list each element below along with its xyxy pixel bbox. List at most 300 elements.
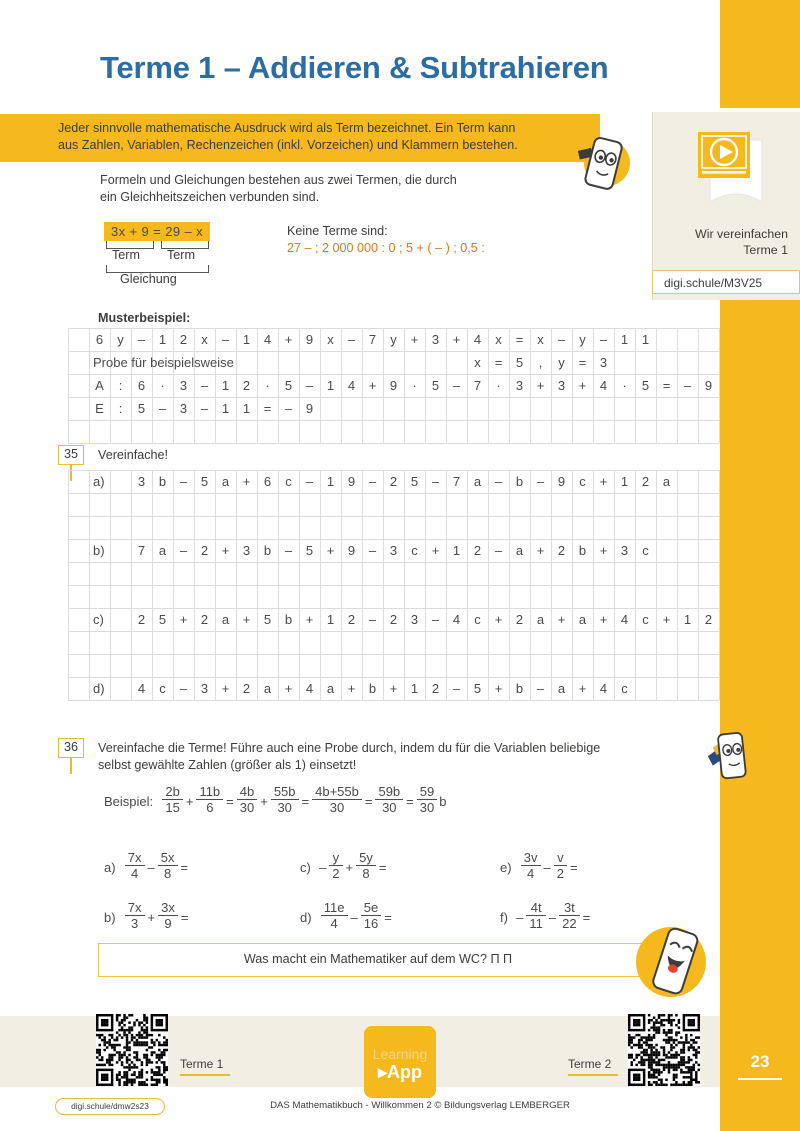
grid-cell: y [390,332,397,347]
grid-cell: 2 [200,612,209,627]
musterbeispiel-grid [68,328,719,443]
grid-cell: 5 [158,612,167,627]
grid-text: Probe für beispielsweise [93,355,234,370]
item-label: e) [500,859,519,875]
intro-band-line1: Jeder sinnvolle mathematische Ausdruck wird als Term bezeichnet. Ein Term kann [58,121,516,135]
phone-mascot-top [566,128,630,194]
grid-cell: – [368,543,377,558]
grid-cell: 1 [452,543,461,558]
grid-cell: – [452,378,461,393]
math-operator: = [226,793,234,809]
grid-cell: · [496,378,501,393]
grid-cell: + [599,474,608,489]
grid-cell: + [578,681,587,696]
grid-cell: – [347,332,356,347]
grid-cell: b [368,681,377,696]
fraction [321,901,348,931]
grid-cell: c [159,681,166,696]
math-operator: = [582,909,591,925]
fraction-denominator: 30 [237,799,257,815]
grid-cell: + [326,543,335,558]
grid-cell: 1 [326,612,335,627]
video-page-icon [690,124,768,212]
grid-cell: – [305,474,314,489]
fraction-numerator: 4b [239,784,255,799]
grid-cell: 5 [305,543,314,558]
exercise-36-instruction-line1: Vereinfache die Terme! Führe auch eine Probe durch, indem du für die Variablen beliebige [98,741,601,755]
right-rail-bottom [720,1016,800,1131]
grid-cell: – [452,681,461,696]
grid-cell: = [662,378,671,393]
footer-copyright: DAS Mathematikbuch - Willkommen 2 © Bildungsverlag LEMBERGER [270,1100,570,1111]
fraction-denominator: 30 [417,799,437,815]
grid-cell: c [642,612,649,627]
joke-text: Was macht ein Mathematiker auf dem WC? Π Π [243,952,513,966]
exercise-36-item [300,902,393,932]
grid-cell: – [284,401,293,416]
fraction-denominator: 11 [526,915,546,931]
fraction [162,785,182,815]
exercise-35-instruction: Vereinfache! [98,448,169,462]
fraction-numerator: 11b [199,784,221,799]
grid-cell: 5 [137,401,146,416]
grid-cell: 5 [473,681,482,696]
grid-cell: – [536,681,545,696]
item-label: c) [300,859,319,875]
grid-cell: b [515,681,524,696]
video-title-line2: Terme 1 [743,243,788,257]
grid-cell: x [474,355,481,370]
fraction [125,851,145,881]
grid-cell: + [368,378,377,393]
grid-cell: 4 [599,681,608,696]
label-term-left: Term [112,248,140,262]
intro-paragraph-line1: Formeln und Gleichungen bestehen aus zwei Termen, die durch [100,173,457,187]
item-label: f) [500,909,516,925]
grid-cell: b [578,543,587,558]
grid-cell: 3 [179,401,188,416]
fraction-numerator: 11e [323,900,345,915]
grid-cell: – [683,378,692,393]
video-title-line1: Wir vereinfachen [695,227,788,241]
label-term-right: Term [167,248,195,262]
grid-cell: 2 [389,474,398,489]
grid-cell: – [179,543,188,558]
grid-cell: 3 [515,378,524,393]
example-tail: b [439,793,447,809]
grid-cell: 5 [200,474,209,489]
grid-cell: + [389,681,398,696]
grid-text: c) [93,612,104,627]
grid-cell: 9 [305,401,314,416]
grid-cell: + [221,681,230,696]
grid-cell: 3 [137,474,146,489]
grid-cell: – [368,474,377,489]
fraction-denominator: 4 [321,915,348,931]
grid-cell: – [284,543,293,558]
grid-cell: 3 [389,543,398,558]
grid-cell: 5 [515,355,524,370]
grid-cell: + [284,681,293,696]
fraction-numerator: 4t [530,900,542,915]
intro-band-line2: aus Zahlen, Variablen, Rechenzeichen (inkl. Vorzeichen) und Klammern bestehen. [58,138,518,152]
grid-cell: 2 [557,543,566,558]
grid-cell: 1 [221,378,230,393]
grid-cell: x [495,332,502,347]
grid-cell: – [536,474,545,489]
page-number-rule [738,1078,782,1080]
fraction-denominator: 8 [356,865,376,881]
grid-cell: 3 [599,355,608,370]
math-operator: – [350,909,358,925]
grid-cell: 1 [242,401,251,416]
math-operator: – [548,909,557,925]
fraction-numerator: 5y [359,850,373,865]
grid-cell: y [579,332,586,347]
grid-cell: · [622,378,627,393]
grid-cell: – [179,681,188,696]
grid-cell: – [494,474,503,489]
qr-left-label: Terme 1 [180,1057,224,1071]
grid-cell: = [578,355,587,370]
grid-cell: – [137,332,146,347]
grid-cell: 3 [179,378,188,393]
grid-cell: 6 [263,474,272,489]
fraction-denominator: 9 [158,915,178,931]
grid-cell: 2 [200,543,209,558]
grid-cell: c [642,543,649,558]
math-operator: = [384,909,392,925]
exercise-36-instruction [98,740,658,774]
right-rail-top [720,0,800,108]
fraction-denominator: 2 [554,865,567,881]
grid-cell: – [557,332,566,347]
grid-cell: + [410,332,419,347]
grid-cell: + [662,612,671,627]
fraction [312,785,362,815]
grid-cell: + [536,378,545,393]
grid-cell: + [452,332,461,347]
grid-cell: = [494,355,503,370]
intro-band-text [58,120,588,154]
grid-cell: 2 [242,378,251,393]
fraction-numerator: 55b [273,784,296,799]
grid-cell-row [89,401,320,416]
fraction [329,851,342,881]
fraction-denominator: 4 [125,865,145,881]
exercise-36-item [300,852,387,882]
math-operator: = [180,909,189,925]
intro-paragraph [100,172,570,206]
grid-cell: c [474,612,481,627]
grid-cell: + [494,681,503,696]
fraction [158,851,178,881]
grid-cell: a [221,474,230,489]
grid-cell: a [263,681,272,696]
grid-cell: 9 [305,332,314,347]
video-card-title [660,226,788,258]
grid-cell: a [662,474,671,489]
grid-cell: – [431,474,440,489]
grid-cell: + [431,543,440,558]
grid-cell-row [131,474,677,489]
grid-cell-row [89,378,719,393]
grid-cell: 3 [410,612,419,627]
fraction [237,785,257,815]
fraction-numerator: 3v [523,850,538,865]
exercise-36-badge-rule [70,758,72,774]
grid-cell: 2 [347,612,356,627]
fraction-numerator: 5x [160,850,175,865]
grid-cell: 7 [368,332,377,347]
grid-cell: + [179,612,188,627]
grid-cell: : [118,401,123,416]
equation-highlight: 3x + 9 = 29 – x [104,222,210,241]
grid-cell: 9 [704,378,713,393]
grid-cell: 4 [263,332,272,347]
grid-cell: 5 [284,378,293,393]
grid-cell: – [200,401,209,416]
grid-cell: x [327,332,334,347]
exercise-36-item [500,902,591,932]
fraction [158,901,178,931]
exercise-35-badge: 35 [58,445,84,465]
keine-terme-list: 27 – ; 2 000 000 : 0 ; 5 + ( – ) ; 0,5 : [287,241,485,255]
grid-cell: 1 [410,681,419,696]
fraction-denominator: 22 [559,915,579,931]
grid-cell: 3 [200,681,209,696]
grid-cell: 4 [473,332,482,347]
fraction-denominator: 30 [375,799,403,815]
exercise-36-item [104,852,189,882]
grid-cell: = [263,401,272,416]
grid-cell: A [95,378,104,393]
fraction-numerator: 2b [165,784,180,799]
grid-cell-row [467,355,614,370]
grid-cell: + [578,378,587,393]
grid-cell-row [131,612,719,627]
grid-cell: 7 [452,474,461,489]
grid-cell: 6 [95,332,104,347]
grid-cell: 5 [263,612,272,627]
fraction-denominator: 16 [361,915,381,931]
fraction-numerator: 5e [363,900,379,915]
qr-left-rule [180,1074,230,1076]
fraction [356,851,376,881]
grid-cell: a [473,474,482,489]
grid-cell: 4 [137,681,146,696]
grid-cell: + [599,543,608,558]
fraction-denominator: 30 [312,799,362,815]
grid-cell: = [515,332,524,347]
grid-cell: 4 [599,378,608,393]
footer-url-pill[interactable]: digi.schule/dmw2s23 [55,1098,165,1115]
grid-cell: + [347,681,356,696]
grid-cell: 2 [641,474,650,489]
learningapp-logo-top: Learning [372,1046,428,1062]
fraction [196,785,223,815]
grid-cell: + [305,612,314,627]
grid-cell: b [158,474,167,489]
grid-cell: 9 [347,543,356,558]
phone-mascot-right [706,728,750,786]
grid-cell: x [201,332,208,347]
grid-cell: : [118,378,123,393]
grid-cell: 3 [431,332,440,347]
grid-cell: + [284,332,293,347]
page-number: 23 [750,1052,770,1071]
math-operator: – [147,859,155,875]
math-operator: = [378,859,387,875]
exercise-36-badge: 36 [58,738,84,758]
grid-cell: c [579,474,586,489]
grid-cell: – [221,332,230,347]
fraction-denominator: 2 [329,865,342,881]
math-operator: + [260,793,268,809]
fraction-numerator: 3t [563,900,575,915]
grid-cell: – [599,332,608,347]
grid-cell: 2 [242,681,251,696]
grid-cell: + [494,612,503,627]
math-operator: + [185,793,194,809]
grid-cell: y [117,332,124,347]
grid-cell: 6 [137,378,146,393]
fraction-numerator: y [332,850,340,865]
grid-cell: 4 [305,681,314,696]
item-leading-sign: – [319,859,327,875]
fraction [417,785,437,815]
fraction [526,901,546,931]
example-label: Beispiel: [104,793,161,809]
exercise-36-item [500,852,579,882]
grid-cell: 1 [326,378,335,393]
grid-cell: 1 [158,332,167,347]
label-gleichung: Gleichung [120,272,177,286]
grid-cell: a [221,612,230,627]
fraction-numerator: 7x [127,900,142,915]
grid-cell-row [131,681,635,696]
keine-terme-heading: Keine Terme sind: [287,224,388,238]
qr-right-rule [568,1074,618,1076]
grid-cell: a [326,681,335,696]
grid-cell: 1 [620,474,629,489]
grid-cell: + [557,612,566,627]
fraction-denominator: 15 [162,799,182,815]
grid-cell: + [242,474,251,489]
math-operator: = [301,793,310,809]
grid-cell: 4 [620,612,629,627]
math-operator: = [406,793,414,809]
video-url-text: digi.schule/M3V25 [664,276,763,290]
grid-cell: 9 [389,378,398,393]
grid-cell: + [536,543,545,558]
grid-cell: + [242,612,251,627]
fraction [375,785,403,815]
grid-cell: – [368,612,377,627]
fraction [125,901,145,931]
grid-cell: 3 [242,543,251,558]
grid-cell: 2 [515,612,524,627]
math-operator: + [345,859,354,875]
fraction-denominator: 8 [158,865,178,881]
grid-cell: + [599,612,608,627]
grid-cell: c [285,474,292,489]
grid-cell: E [95,401,104,416]
qr-code-terme-1[interactable] [96,1014,168,1086]
grid-cell: x [537,332,544,347]
grid-cell: · [160,378,165,393]
grid-cell: 1 [683,612,692,627]
grid-cell: + [221,543,230,558]
grid-cell: 1 [326,474,335,489]
grid-cell: 1 [641,332,650,347]
grid-cell: 3 [557,378,566,393]
fraction-denominator: 4 [521,865,541,881]
learningapp-logo-bottom: ▸App [377,1062,423,1082]
fraction-denominator: 30 [271,799,299,815]
grid-cell: – [179,474,188,489]
grid-cell: 5 [410,474,419,489]
grid-cell: · [265,378,270,393]
exercise-36-item [104,902,189,932]
fraction [554,851,567,881]
grid-cell: , [538,355,543,370]
fraction [559,901,579,931]
grid-cell: c [411,543,418,558]
qr-code-terme-2[interactable] [628,1014,700,1086]
grid-cell: 7 [137,543,146,558]
fraction-numerator: 7x [127,850,142,865]
grid-cell: – [431,612,440,627]
grid-cell: b [284,612,293,627]
exercise-36-example [104,786,446,816]
grid-cell: – [494,543,503,558]
grid-cell: · [412,378,417,393]
fraction-denominator: 6 [196,799,223,815]
fraction [361,901,381,931]
grid-cell: a [557,681,566,696]
fraction-numerator: 59 [419,784,435,799]
fraction-numerator: 4b+55b [315,784,359,799]
right-rail-middle [720,300,800,1016]
math-operator: = [570,859,578,875]
math-operator: + [147,909,156,925]
item-label: b) [104,909,123,925]
grid-cell: c [621,681,628,696]
grid-cell: 1 [620,332,629,347]
math-operator: – [543,859,551,875]
item-leading-sign: – [516,909,524,925]
fraction [271,785,299,815]
phone-mascot-laughing [638,920,712,1004]
qr-right-label: Terme 2 [568,1057,612,1071]
item-label: a) [104,859,123,875]
grid-cell: – [200,378,209,393]
grid-cell: 1 [242,332,251,347]
grid-cell: 2 [431,681,440,696]
grid-text: a) [93,474,105,489]
fraction [521,851,541,881]
grid-cell-row [131,543,656,558]
math-operator: = [364,793,373,809]
grid-cell: 5 [431,378,440,393]
fraction-numerator: 59b [378,784,401,799]
grid-cell: 2 [704,612,713,627]
grid-cell: 2 [137,612,146,627]
fraction-numerator: 3x [161,900,175,915]
grid-cell: a [158,543,167,558]
grid-cell: 1 [221,401,230,416]
